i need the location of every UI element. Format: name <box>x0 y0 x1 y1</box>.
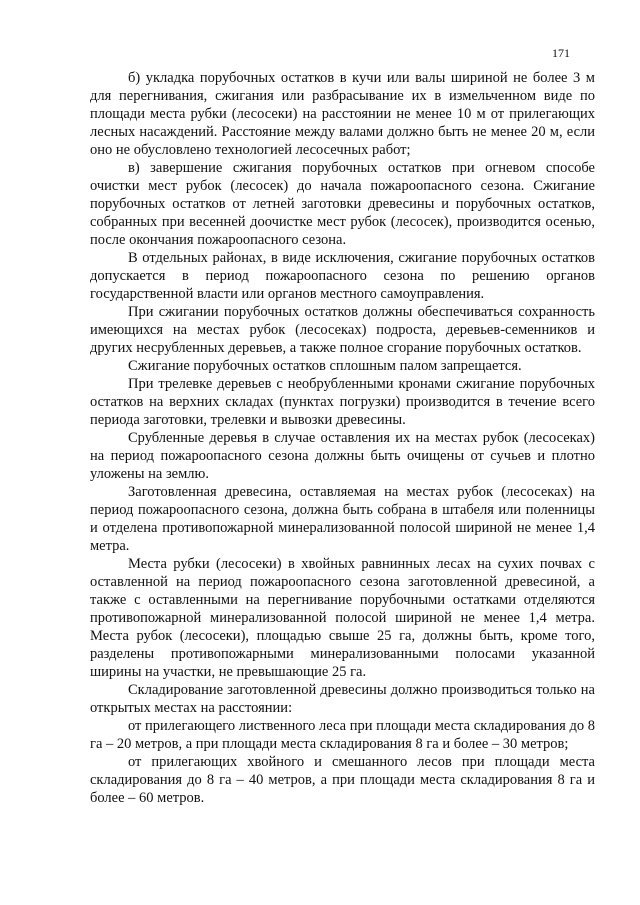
paragraph-coniferous-distance: от прилегающих хвойного и смешанного лесов при площади места складирования до 8 га – 40 метров, а при площади места складирования 8 га и более – 60 метров. <box>90 754 595 806</box>
document-body <box>90 69 595 807</box>
paragraph-deciduous-distance: от прилегающего лиственного леса при площади места складирования до 8 га – 20 метров, а при площади места складирования 8 га и более – 30 метров; <box>90 718 595 752</box>
paragraph-storage: Складирование заготовленной древесины должно производиться только на открытых местах на расстоянии: <box>90 682 595 716</box>
paragraph-continuous-burn-ban: Сжигание порубочных остатков сплошным палом запрещается. <box>128 358 522 374</box>
paragraph-preservation: При сжигании порубочных остатков должны обеспечиваться сохранность имеющихся на местах рубок (лесосеках) подроста, деревьев-семенников и других несрубленных деревьев, а также полное сгорание порубочных остатков. <box>90 304 595 356</box>
paragraph-debris-piling: б) укладка порубочных остатков в кучи или валы шириной не более 3 м для перегнивания, сжигания или разбрасывание их в измельченном виде по площади места рубки (лесосеки) на расстоянии не менее 10 м от прилегающих лесных насаждений. Расстояние между валами должно быть не менее 20 м, если оно не обусловлено технологией лесосечных работ; <box>90 70 595 158</box>
page-number: 171 <box>552 46 570 60</box>
paragraph-firebreaks: Места рубки (лесосеки) в хвойных равнинных лесах на сухих почвах с оставленной на период пожароопасного сезона заготовленной древесиной, а также с оставленными на перегнивание порубочными остатками отделяются противопожарной минерализованной полосой шириной не менее 1,4 метра. Места рубок (лесосеки), площадью свыше 25 га, должны быть, кроме того, разделены противопожарными минерализованными полосами указанной ширины на участки, не превышающие 25 га. <box>90 556 595 680</box>
paragraph-harvested-wood: Заготовленная древесина, оставляемая на местах рубок (лесосеках) на период пожароопасного сезона, должна быть собрана в штабеля или поленницы и отделена противопожарной минерализованной полосой шириной не менее 1,4 метра. <box>90 484 595 554</box>
paragraph-felled-trees: Срубленные деревья в случае оставления их на местах рубок (лесосеках) на период пожароопасного сезона должны быть очищены от сучьев и плотно уложены на землю. <box>90 430 595 482</box>
paragraph-regional-exception: В отдельных районах, в виде исключения, сжигание порубочных остатков допускается в период пожароопасного сезона по решению органов государственной власти или органов местного самоуправления. <box>90 250 595 302</box>
paragraph-skidding: При трелевке деревьев с необрубленными кронами сжигание порубочных остатков на верхних складах (пунктах погрузки) производится в течение всего периода заготовки, трелевки и вывозки древесины. <box>90 376 595 428</box>
paragraph-burning-completion: в) завершение сжигания порубочных остатков при огневом способе очистки мест рубок (лесосек) до начала пожароопасного сезона. Сжигание порубочных остатков от летней заготовки древесины и порубочных остатков, собранных при весенней доочистке мест рубок (лесосек), производится осенью, после окончания пожароопасного сезона. <box>90 160 595 248</box>
